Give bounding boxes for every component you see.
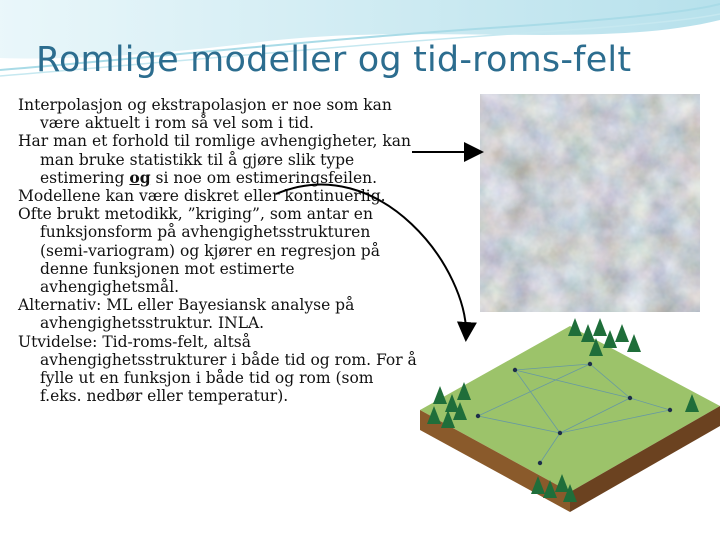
bullet-text: si noe om estimeringsfeilen.: [150, 168, 378, 187]
bullet-item: Modellene kan være diskret eller kontinuerlig.: [18, 187, 386, 206]
bullet-item: Utvidelse: Tid-roms-felt, altså avhengighetsstrukturer i både tid og rom. For å fylle ut en funksjon i både tid og rom (som f.eks. nedbør eller temperatur).: [18, 332, 417, 406]
emphasis-underlined: og: [129, 167, 151, 187]
random-field-image: [480, 94, 700, 312]
terrain-sampling-illustration: [420, 298, 720, 540]
bullet-item: Alternativ: ML eller Bayesiansk analyse på avhengighetsstruktur. INLA.: [18, 296, 355, 333]
bullet-text: Har man et forhold til romlige avhengigheter, kan man bruke statistikk til å gjøre slik type estimering: [18, 132, 411, 187]
bullet-item: Interpolasjon og ekstrapolasjon er noe som kan være aktuelt i rom så vel som i tid.: [18, 96, 392, 133]
bullet-item: Ofte brukt metodikk, ”kriging”, som antar en funksjonsform på avhengighetsstrukturen (semi-variogram) og kjører en regresjon på denne funksjonen mot estimerte avhengighetsmål.: [18, 205, 380, 297]
bullet-list: [18, 96, 418, 405]
slide-title: Romlige modeller og tid-roms-felt: [36, 40, 632, 80]
bullet-item: [18, 132, 418, 187]
